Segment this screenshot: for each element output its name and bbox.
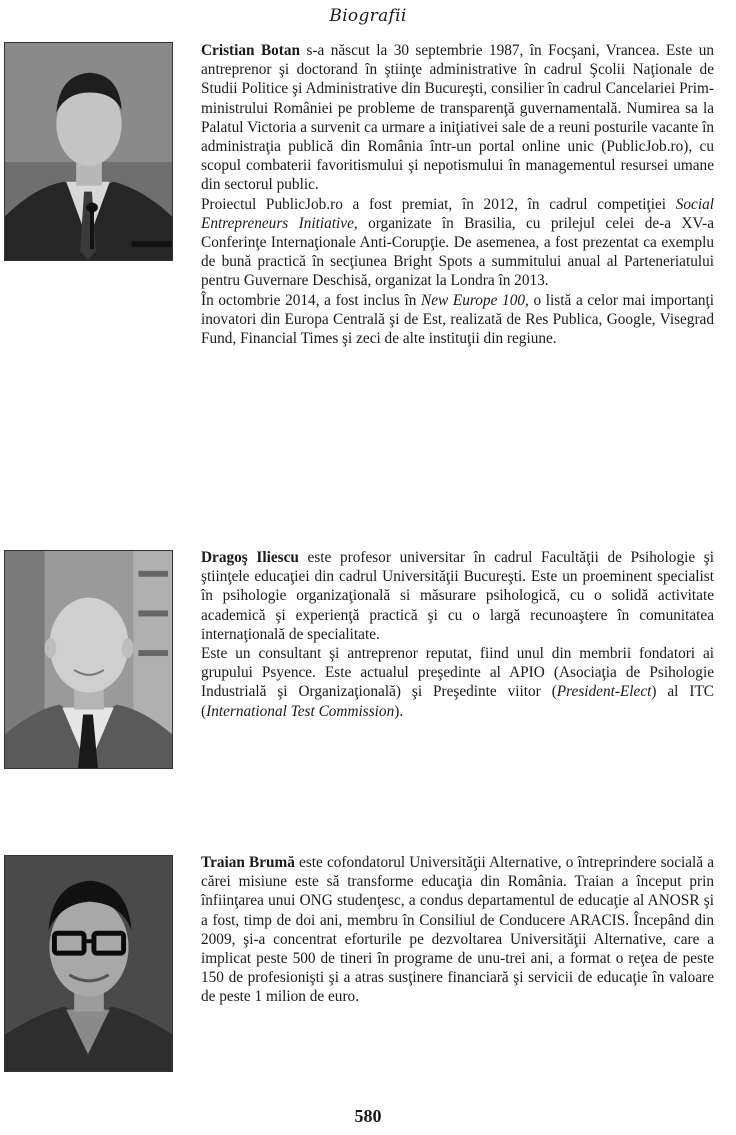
bio-name: Dragoş Iliescu xyxy=(201,549,299,566)
italic-text: International Test Commission xyxy=(206,702,395,720)
bio-paragraph xyxy=(201,195,714,291)
bio-name: Traian Brumă xyxy=(201,854,295,871)
bio-paragraph xyxy=(201,853,714,1007)
bio-paragraph xyxy=(201,291,714,349)
bio-name: Cristian Botan xyxy=(201,42,301,59)
text-run: este profesor universitar în cadrul Facultăţii de Psihologie şi ştiinţele educaţiei din cadrul Universităţii Bucureşti. Este un proeminent specialist în psihologie organizaţională si măsurare psihologică, cu o solidă activitate academică şi experienţă practică şi cu o largă recunoaştere în comunitatea internaţională de specialitate. xyxy=(201,549,714,643)
text-run: Este un consultant şi antreprenor reputat, fiind unul din membrii fondatori ai grupului Psyence. Este actualul preşedinte al APIO (Asociaţia de Psihologie Industrială şi Organizaţională) şi Preşedinte viitor ( xyxy=(201,645,714,701)
text-run: În octombrie 2014, a fost inclus în xyxy=(201,291,422,309)
text-run: , o listă a celor mai importanţi inovatori din Europa Centrală şi de Est, realizată de Res Publica, Google, Visegrad Fund, Financial Times şi zeci de alte instituţii din regiune. xyxy=(201,291,715,348)
biography-entry xyxy=(201,548,714,721)
bio-paragraph xyxy=(201,644,714,721)
text-run: s-a născut la 30 septembrie 1987, în Focşani, Vrancea. Este un antreprenor şi doctorand în ştiinţe administrative în cadrul Şcolii Naţionale de Studii Politice şi Administrative din Bucureşti, consilier în cadrul Cancelariei Prim-ministrului României pe probleme de transparenţă guvernamentală. Numirea sa la Palatul Victoria a survenit ca urmare a iniţiativei sale de a reuni posturile vacante în administraţia publică din România într-un portal online unic (PublicJob.ro), cu scopul combaterii favoritismului şi nepotismului în managementul resursei umane din sectorul public. xyxy=(201,42,714,194)
bio-paragraph xyxy=(201,41,714,195)
text-run: , organizate în Brasilia, cu prilejul celei de-a XV-a Conferinţe Internaţionale Anti-Corupţie. De asemenea, a fost prezentat ca exemplu de bună practică în secţiunea Bright Spots a summitului anual al Parteneriatului pentru Guvernare Deschisă, organizat la Londra în 2013. xyxy=(201,214,714,290)
running-header: Biografii xyxy=(329,6,407,26)
text-run: Proiectul PublicJob.ro a fost premiat, în 2012, în cadrul competiţiei xyxy=(201,195,676,213)
bio-paragraph xyxy=(201,548,714,644)
portrait-photo-cristian-botan xyxy=(4,42,173,261)
italic-text: Social Entrepreneurs Initiative xyxy=(201,195,714,232)
biography-entry xyxy=(201,41,714,348)
portrait-photo-dragos-iliescu xyxy=(4,550,173,769)
text-run: ) al ITC ( xyxy=(201,683,714,720)
text-run: este cofondatorul Universităţii Alternative, o întreprindere socială a cărei misiune este să transforme educaţia din România. Traian a început prin înfiinţarea unui ONG studenţesc, a condus departamentul de educaţie al ANOSR şi a fost, timp de doi ani, membru în Consiliul de Conducere ARACIS. Începând din 2009, şi-a concentrat eforturile pe dezvoltarea Universităţii Alternative, care a implicat peste 500 de tineri în programe de unu-trei ani, a format o reţea de peste 150 de profesionişti şi a atras susţinere financiară şi servicii de educaţie în valoare de peste 1 milion de euro. xyxy=(201,854,714,1006)
text-run: ). xyxy=(394,702,404,720)
biography-entry xyxy=(201,853,714,1007)
page-number: 580 xyxy=(354,1106,382,1126)
italic-text: New Europe 100 xyxy=(421,291,525,309)
portrait-photo-traian-bruma xyxy=(4,855,173,1072)
italic-text: President-Elect xyxy=(556,683,652,701)
